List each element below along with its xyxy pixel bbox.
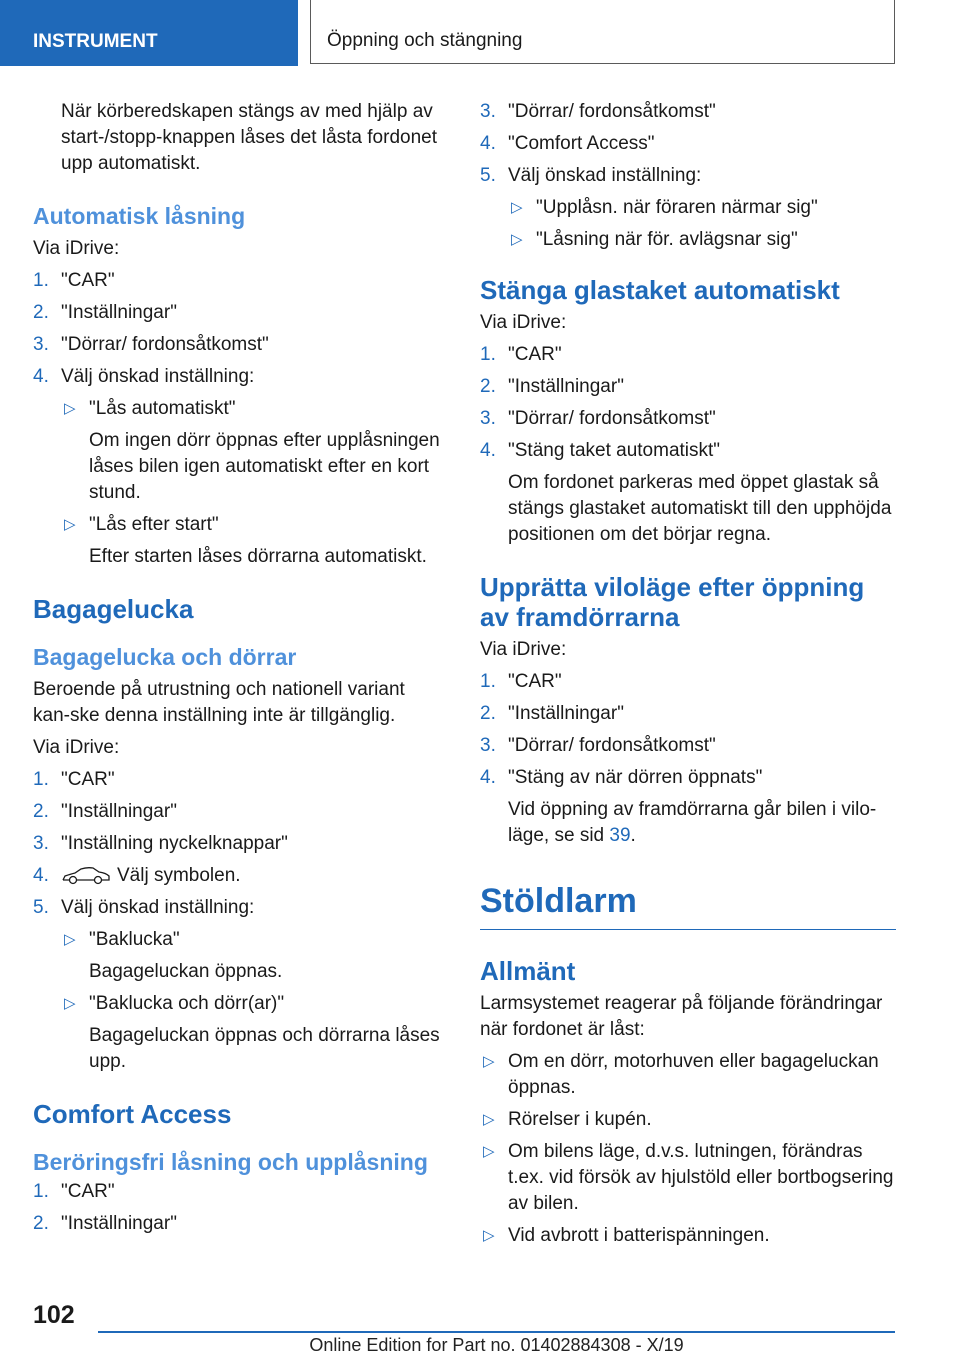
triangle-bullet-icon: ▷ <box>483 1053 495 1070</box>
bullet-text: Rörelser i kupén. <box>508 1109 652 1130</box>
heading-beroringsfri-lasning: Beröringsfri låsning och upplåsning <box>33 1149 428 1175</box>
note-end: . <box>630 825 636 846</box>
option-item <box>61 991 447 1075</box>
triangle-bullet-icon: ▷ <box>511 199 523 216</box>
list-number: 4. <box>480 767 496 788</box>
list-number: 2. <box>33 1213 49 1234</box>
step-text: "Dörrar/ fordonsåtkomst" <box>508 101 716 122</box>
step-text: "Inställningar" <box>508 703 624 724</box>
via-idrive-label: Via iDrive: <box>33 737 120 758</box>
via-idrive-label: Via iDrive: <box>480 312 567 333</box>
alarm-intro: Larmsystemet reagerar på följande förändringar när fordonet är låst: <box>480 993 883 1040</box>
list-number: 3. <box>33 334 49 355</box>
footer-edition: Online Edition for Part no. 01402884308 - X/19 <box>309 1335 684 1355</box>
option-note: Bagageluckan öppnas och dörrarna låses upp. <box>89 1025 440 1072</box>
via-idrive-label: Via iDrive: <box>480 639 567 660</box>
list-number: 4. <box>480 440 496 461</box>
list-item <box>480 163 896 253</box>
page-reference-link[interactable]: 39 <box>609 825 631 846</box>
list-item <box>480 438 896 548</box>
step-text: "CAR" <box>508 671 562 692</box>
step-text: "Inställningar" <box>61 302 177 323</box>
step-text: "Stäng taket automatiskt" <box>508 440 721 461</box>
heading-bagagelucka-och-dorrar: Bagagelucka och dörrar <box>33 644 297 670</box>
list-item <box>33 831 447 857</box>
triangle-bullet-icon: ▷ <box>483 1227 495 1244</box>
option-label: "Lås efter start" <box>89 514 219 535</box>
heading-allmant: Allmänt <box>480 956 576 986</box>
list-number: 3. <box>480 735 496 756</box>
list-number: 1. <box>33 270 49 291</box>
list-item <box>480 374 896 400</box>
bullet-item <box>480 1049 896 1101</box>
list-number: 3. <box>480 408 496 429</box>
triangle-bullet-icon: ▷ <box>511 231 523 248</box>
step-text: "CAR" <box>61 1181 115 1202</box>
bullet-item <box>480 1107 896 1133</box>
list-item <box>480 733 896 759</box>
bagagelucka-steps <box>33 767 447 1075</box>
option-item <box>61 396 447 506</box>
page-number: 102 <box>33 1301 75 1329</box>
triangle-bullet-icon: ▷ <box>483 1111 495 1128</box>
intro-paragraph: När körberedskapen stängs av med hjälp av start-/stopp-knappen låses det låsta fordonet upp automatiskt. <box>61 101 438 174</box>
option-item <box>508 195 896 221</box>
chapter-title: Öppning och stängning <box>310 0 895 64</box>
list-number: 4. <box>33 366 49 387</box>
option-note: Om ingen dörr öppnas efter upplåsningen låses bilen igen automatiskt efter en kort stund. <box>89 430 440 503</box>
step-text: Välj önskad inställning: <box>508 165 702 186</box>
list-item <box>33 364 447 570</box>
list-item <box>480 765 896 849</box>
list-item <box>33 895 447 1075</box>
list-item <box>33 268 447 294</box>
car-symbol-icon <box>61 865 111 885</box>
list-item <box>480 669 896 695</box>
option-note: Bagageluckan öppnas. <box>89 961 283 982</box>
step-note <box>508 797 896 849</box>
list-number: 1. <box>33 1181 49 1202</box>
list-item <box>480 342 896 368</box>
list-number: 1. <box>480 344 496 365</box>
section-tab: INSTRUMENT <box>0 0 298 66</box>
list-item <box>480 131 896 157</box>
step-text: Välj önskad inställning: <box>61 366 255 387</box>
step-text: "Inställningar" <box>508 376 624 397</box>
list-item <box>33 1211 447 1237</box>
left-column <box>33 99 447 1243</box>
bullet-text: Vid avbrott i batterispänningen. <box>508 1225 770 1246</box>
triangle-bullet-icon: ▷ <box>64 516 76 533</box>
heading-stoldlarm: Stöldlarm <box>480 881 896 930</box>
option-label: "Baklucka och dörr(ar)" <box>89 993 285 1014</box>
list-number: 5. <box>33 897 49 918</box>
alarm-bullets <box>480 1049 896 1249</box>
triangle-bullet-icon: ▷ <box>64 400 76 417</box>
step-text: "Stäng av när dörren öppnats" <box>508 767 763 788</box>
heading-bagagelucka: Bagagelucka <box>33 594 194 624</box>
list-number: 3. <box>480 101 496 122</box>
list-item <box>33 799 447 825</box>
page-header <box>0 0 960 66</box>
bullet-item <box>480 1223 896 1249</box>
list-number: 1. <box>33 769 49 790</box>
bullet-text: Om bilens läge, d.v.s. lutningen, förändras t.ex. vid försök av hjulstöld eller bortbogsering av bilen. <box>508 1141 894 1214</box>
heading-vilolage: Upprätta viloläge efter öppning av framdörrarna <box>480 572 865 632</box>
list-number: 2. <box>33 801 49 822</box>
rest-steps <box>480 669 896 849</box>
list-number: 5. <box>480 165 496 186</box>
option-label: "Låsning när för. avlägsnar sig" <box>536 229 798 250</box>
step-text: "CAR" <box>61 270 115 291</box>
list-number: 3. <box>33 833 49 854</box>
triangle-bullet-icon: ▷ <box>483 1143 495 1160</box>
step-text: "CAR" <box>508 344 562 365</box>
auto-lock-steps <box>33 268 447 570</box>
step-text: Välj önskad inställning: <box>61 897 255 918</box>
list-item <box>480 406 896 432</box>
triangle-bullet-icon: ▷ <box>64 931 76 948</box>
heading-comfort-access: Comfort Access <box>33 1099 232 1129</box>
list-number: 4. <box>480 133 496 154</box>
list-number: 4. <box>33 865 49 886</box>
right-column <box>480 99 896 1255</box>
list-item <box>33 1179 447 1205</box>
option-label: "Baklucka" <box>89 929 180 950</box>
comfort-steps <box>33 1179 447 1237</box>
list-item <box>33 300 447 326</box>
heading-automatisk-lasning: Automatisk låsning <box>33 203 246 229</box>
step-text: Välj symbolen. <box>117 865 241 886</box>
step-text: "Inställningar" <box>61 1213 177 1234</box>
option-label: "Lås automatiskt" <box>89 398 236 419</box>
list-item <box>33 767 447 793</box>
bullet-text: Om en dörr, motorhuven eller bagageluckan öppnas. <box>508 1051 879 1098</box>
option-item <box>508 227 896 253</box>
step-text: "Dörrar/ fordonsåtkomst" <box>508 408 716 429</box>
step-text: "Inställningar" <box>61 801 177 822</box>
step-text: "Inställning nyckelknappar" <box>61 833 288 854</box>
option-note: Efter starten låses dörrarna automatiskt. <box>89 546 427 567</box>
list-number: 2. <box>33 302 49 323</box>
list-number: 2. <box>480 376 496 397</box>
list-number: 2. <box>480 703 496 724</box>
option-label: "Upplåsn. när föraren närmar sig" <box>536 197 818 218</box>
option-item <box>61 512 447 570</box>
note-text: Vid öppning av framdörrarna går bilen i vilo-läge, se sid <box>508 799 877 846</box>
list-item <box>480 701 896 727</box>
option-item <box>61 927 447 985</box>
step-text: "Comfort Access" <box>508 133 655 154</box>
step-text: "CAR" <box>61 769 115 790</box>
heading-stanga-glastaket: Stänga glastaket automatiskt <box>480 275 840 305</box>
step-text: "Dörrar/ fordonsåtkomst" <box>508 735 716 756</box>
list-item <box>480 99 896 125</box>
roof-steps <box>480 342 896 548</box>
triangle-bullet-icon: ▷ <box>64 995 76 1012</box>
list-number: 1. <box>480 671 496 692</box>
bagagelucka-intro: Beroende på utrustning och nationell variant kan-ske denna inställning inte är tillgänglig. <box>33 679 405 726</box>
step-note: Om fordonet parkeras med öppet glastak så stängs glastaket automatiskt till den upphöjda positionen om det börjar regna. <box>508 472 892 545</box>
bullet-item <box>480 1139 896 1217</box>
via-idrive-label: Via iDrive: <box>33 238 120 259</box>
list-item <box>33 332 447 358</box>
step-text: "Dörrar/ fordonsåtkomst" <box>61 334 269 355</box>
comfort-steps-continued <box>480 99 896 253</box>
list-item <box>33 863 447 889</box>
